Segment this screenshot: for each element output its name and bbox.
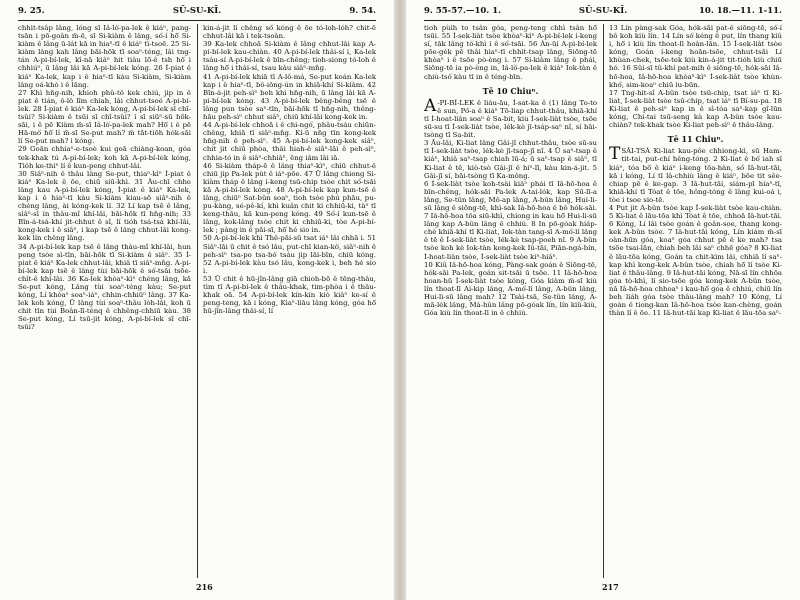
left-column-1 bbox=[18, 24, 191, 578]
paragraph: 44 A-pi-bí-lek chhoā i ê chi-ngó͘, phâu-tsáu chiūn-chêng, khiā tī siâⁿ-mn̂g. Kí-ū nn̄g tīn kong-kek hn̄g-nih ê peh-sìⁿ. 45 A-pi-bí-lek kong-kek siâⁿ, chit jit chiū phòa, thâi hiah-ê siâⁿ-lāi ê peh-sìⁿ, chhia-tó in ê siâⁿ-chhiâⁿ, êng iâm lâi iā. bbox=[203, 121, 376, 162]
paragraph: kin-á-jit lí chêng só͘ kóng ê ōe tó-loh-lóh? chit-ē chhut-lâi kā i tek-tsoàn. bbox=[203, 24, 376, 41]
left-page bbox=[0, 0, 394, 600]
column-divider bbox=[197, 24, 198, 578]
paragraph: tioh pùih to tsân góa, peng-teng chhì tsân hō͘ tsūi. 55 Í-sek-liàt tsòe khòaⁿ-kìⁿ A-pi-bí-lek í-keng sí, tāk lâng tò͘-khì i ê só͘-tsāi. 56 Àn-ūi A-pi-bí-lek pōe-gék pē thâi hiaⁿ-tī chhit-tsap lâng, Siōng-tē khòaⁿ i ê tsōe pò-èng i. 57 Si-kiàm lâng ê phái, Siōng-tē ia pò-èng in, Iâ-lò͘-pa-lek ê kiáⁿ Iok-tàn ê chiù-tsó͘ kàu tī in ê téng-bīn. bbox=[424, 24, 597, 81]
right-column-2 bbox=[609, 24, 782, 578]
right-head-verse-start: 9. 55-57.—10. 1. bbox=[424, 6, 502, 16]
left-running-head bbox=[18, 6, 376, 21]
paragraph: 53 Ū chit ê hū-jîn-lâng giā chioh-bō ê tēng-thâu, tìm tī A-pi-bí-lek ê thâu-khak, tim-phòa i ê thâu-khak oā. 54 A-pi-bí-lek kín-kín kiò kiâⁿ ke-sí ê peng-teng, kā i kóng, Kiaⁿ-liāu lâng kóng, góa hō͘ hū-jîn-lâng thâi-sí, lí bbox=[203, 274, 376, 316]
left-text-columns bbox=[18, 24, 376, 578]
right-column-1 bbox=[424, 24, 597, 578]
paragraph: 4 Put jit A-bûn tsòe kap Í-sek-liàt tsòe kau-chiàn. 5 Ki-liat ê lāu-tōa khì Tóat ê tōe, chhoā Iâ-hut-tāi. 6 Kóng, Lí lâi tsòe goán ê goân-soe, thang kong-kek A-bûn tsòe. 7 Iâ-hut-tāi kóng, Lín kiám m̄-sī oàn-hūn góa, koaⁿ góa chhut pē ê ke mah? tsa tsōe tsai-lān, chiah beh lâi saⁿ chhē góa? 8 Ki-liat ê lāu-tōa kóng, Goán ta chit-kìm lâi, chhiā lí saⁿ-kap khì kong-kek A-bûn tsòe, chiah hō͘ lí tsòe Ki-liat ê thâu-lâng. 9 Iâ-hut-tāi kóng, Nā-sī lín chhōa góa tò-khì, lí sio-tsōe góa kong-kek A-bûn tsòe, nā Iâ-hō-hoa chhoaⁿ i kau-hō͘ góa ê chhiú, chiū lín beh liáh góa tsòe thâu-lâng mah? 10 Kóng, Lí goán ê tiong-kan Iâ-hō-hoa tsòe kan-chèng, goán thàn lí ê ōe. 11 Iâ-hut-tāi kap Ki-liat ê lāu-tōa saⁿ- bbox=[609, 203, 782, 318]
paragraph: 30 Siâⁿ-nih ê thâu lâng Se-put, thiaⁿ-kìⁿ Í-piat ê kiáⁿ Ka-lek ê ōe, chiū siū-khì. 31 Âu-chī chhe lâng kau A-pi-bí-lek kóng, Í-piat ê kiáⁿ Ka-lek, kap i ê hiaⁿ-tī kàu Si-kiàm kiau-sō siâⁿ-nih ê chéng lâng, ài kóng-kek lí. 32 Lí kap tsē ê lâng, siâⁿ-sī ín thâu-mî khí-lâi, bāi-hōk tī hn̄g-nih; 33 Bîn-á-tsá-khí jit-chhut ê sî, lí tióh tsá-tsá khí-lâi, kong-kek i ê siâⁿ, i kap tsē ê lâng chhut-lâi kong-kek lín chêng lâng. bbox=[18, 169, 191, 243]
paragraph: 50 A-pi-bí-lek khì Thê-pāi-sū tsat iáⁿ lâi chhā i. 51 Siâⁿ-lāi ū chit ê tsó lâu, put-chī kian-kò͘, siâⁿ-nih ê peh-sìⁿ tsa-po tsa-bó͘ tsáu jip lāi-bīn, chiū kóng. 52 A-pi-bí-lek kàu tsó lâu, kong-kek i, beh hé sio i. bbox=[203, 234, 376, 275]
paragraph: 13 Lín pàng-sak Góa, hók-sāi pat-ê siōng-tē, só͘-í bô koh kiù lín. 14 Lín só͘ kéng ê put, lín thang kiû i, hō͘ i kiù lín thoat-lī hoân-lān. 15 Í-sek-liàt tsòe kóng, Goán í-keng hoān-tsōe, chhut-tsāi Lí khùan-chek, tsōe-tek kiù kin-á-jit tit-tióh kiù chiū hó. 16 Sûi-sī tû-khí pat-mih ê siōng-tē, hók-sāi Iâ-hō-hoa, Iâ-hō-hoa khòaⁿ-kìⁿ Í-sek-liàt tsòe khùn-khó͘, sim-koaⁿ chiū iu-būn. bbox=[609, 24, 782, 89]
right-running-head bbox=[424, 6, 782, 21]
paragraph: 39 Ka-lek chhoā Si-kiàm ê lâng chhut-lâi kap A-pi-bí-lek kau-chiàn. 40 A-pi-bí-lek thâi-sí i, Ka-lek tsáu-sí A-pi-bí-lek ê bīn-chêng; tioh-siong tó-loh ê lâng hō͘ i thâi-sí, tsau kàu siâⁿ-mn̂g. bbox=[203, 40, 376, 73]
paragraph: 27 Khì hn̄g-nih, khioh phû-tô kek chiú, jip in ê piat ê tián, ô-lô lîm chiah, lâi chhut-tsoé A-pi-bí-lek. 28 Í-piat ê kiáⁿ Ka-lek kóng, A-pi-bí-lek sī chī-tsûi? Si-kiàm ê tsūi sī chī-tsûi? í sī siūⁿ-sū hōk-sāi, i ê pē Kiàm m̄-sī Iâ-lò͘-pa-lek mah? Hō͘ i ê pē Hā-mò͘ hō͘ lí m̄-sī Se-put mah? m̄ tāt-tiōh hók-sāi lí Se-put mah? i kóng. bbox=[18, 88, 191, 146]
paragraph: 6 Í-sek-liàt tsòe koh-tsài kiâⁿ phái tī Iâ-hō-hoa ê bīn-chêng, hók-sāi Pa-lek A-tai-lók, kap Sū-lī-a lâng, Se-tûn lâng, Mô-ap lâng, A-bûn lâng, Hui-li-sū lâng ê siōng-tē, khì-sak Iâ-hō-hoa ê bô hók-sāi. 7 Iâ-hō-hoa tōa siū-khì, chiong in kau hō͘ Hui-li-sū lâng kap A-bûn lâng ê chhiú. 8 In pō-góak hiáp-chè khiā-khí tī Ki-liat, Iok-tàn tang-sī A-mó͘-lí lâng ê tē ê Í-sek-liàt tsòe, lék-kè tsap-poeh nî. 9 A-bûn tsòe koh kè Iok-tàn kong-kek Iû-tāi, Piān-ngá-bín, Í-hoat-liân tsòe, Í-sek-liàt tsòe kiⁿ-hiâⁿ. bbox=[424, 179, 597, 261]
paragraph: TSÂI-TSÁ Ki-liat kau-pôe chhiong-kì, sū Ham-tit-tai, put-chí hêng-tóng. 2 Ki-liat ê bó͘ iah sī kiáⁿ, tóa bô͘ ê kiáⁿ í-keng tōa-hàn, só͘ Iâ-hut-tāi, kā i kóng, Lí tī lâ-chhiù lâng ê kiáⁿ, bōe tit sêe-chiap pē ê ke-gap. 3 Iâ-hut-tāi, siám-pī hiaⁿ-tī, khiā-khí tī Tóat ê tōe, hông-tóng ê lâng kui-oá i, tòe i tsoe sio-tē. bbox=[609, 144, 782, 204]
column-divider bbox=[603, 24, 604, 578]
book-gutter bbox=[394, 0, 406, 600]
right-page-number: 217 bbox=[602, 582, 619, 592]
left-head-verse-start: 9. 25. bbox=[18, 6, 45, 16]
paragraph: 41 A-pi-bí-lek khiā tī A-lô-má, Se-put koán Ka-lek kap i ê hiaⁿ-tī, bô-iōng-ún in khiā-khí Si-kiàm. 42 Bîn-á-jit peh-sìⁿ beh khì hn̄g-nih, ū lâng lâi kā A-pi-bí-lek kóng. 43 A-pi-bí-lek bêng-bêng tsē ê lâng pun tsòe saⁿ-tīn, bāi-hōk tī hn̄g-nih, thêng-hāu peh-sìⁿ chhut siâⁿ, chiū khí-lâi kong-kek in. bbox=[203, 72, 376, 122]
right-text-columns bbox=[424, 24, 782, 578]
paragraph: 10 Kiû Iâ-hō-hoa kóng, Pàng-sak goán ê Siōng-tē, hók-sāi Pa-lek, goán sit-tsāi ū tsōe. 11 Iâ-hō-hoa hoan-hū Í-sek-liàt tsòe kóng, Góa kiàm m̄-sī kiù lín thoat-lī Ai-kip lâng, A-mó͘-lí lâng, A-bûn lâng, Hui-li-sū lâng mah? 12 Tsài-tsā, Se-tûn lâng, A-mā-lék lâng, Má-hûn lâng pō-góak lín, lín kiû-kiù, Góa kiù lín thoat-lī in ê chhiú. bbox=[424, 260, 597, 318]
paragraph: 34 A-pi-bí-lek kap tsē ê lâng thàu-mî khí-lâi, hun peng tsòe sì-tīn, bāi-hōk tī Si-kiàm ê siâⁿ. 35 Í-piat ê kiáⁿ Ka-lek chhut-lâi, khiâ tī siâⁿ-mn̂g. A-pi-bí-lek kap tsē ê lâng tùi bāi-hōk ê só͘-tsāi tsōe-chít-ê khí-lâi. 36 Ka-lek khòaⁿ-kìⁿ chéng lâng, kā Se-put kóng, Lâng tùi soaⁿ-téng kàu; Se-put kóng, Lí khòaⁿ soaⁿ-iáⁿ, chhin-chhiūⁿ lâng. 37 Ka-lek koh kóng, Ū lâng tùi soaⁿ-thâu lòh-lâi, koh ū chit tīn tùi Boân-lī-ténq ê chhêng-chhiū kàu. 38 Se-put kóng, Lí tsū-jit kóng, A-pi-bí-lek sī chī-tsûi? bbox=[18, 242, 191, 332]
right-head-book-title: SŪ-SU-KĪ. bbox=[578, 6, 628, 16]
left-column-2 bbox=[203, 24, 376, 578]
paragraph: chhit-tsâp lâng, lóng sī Iâ-lò͘-pa-lek ê kiáⁿ, pang-tsān i pō-goân m̄-ē, sī Si-kiàm ê lâng, só͘-í hō͘ Si-kiàm ê lâng ū-lát kā in hiaⁿ-tī ê kiáⁿ tì-tsoē. 25 Si-kiàm lâng kah lâng bāi-hōk tī soaⁿ-téng, lâi tng-tán A-pi-bí-lek, kî-nā kiâⁿ hit tiâu lō͘-ê tsh hō͘ i chhiúⁿ, ū lâng lâi kā A-pi-bí-lek kóng. 26 Í-piat ê kiáⁿ Ka-lek, kap i ê hiaⁿ-tī kàu Si-kiàm, Si-kiàm lâng oá-khò i ê lāng. bbox=[18, 24, 191, 89]
chapter-11-heading: Tē 11 Chiuⁿ. bbox=[667, 134, 724, 145]
left-page-number: 216 bbox=[196, 582, 213, 592]
paragraph: 3 Āu-lâi, Ki-liat lâng Gâi-jī chhut-thâu, tsòe sū-su tī Í-sek-liàt tsòe, lék-kè jī-tsap-jī nî. 4 Ū saⁿ-tsap ê kiáⁿ, khiâ saⁿ-tsap chiah lū-á; ū saⁿ-tsap ê siâⁿ, tī Ki-liat ê tē, kiò-tsò Gâi-jī ê hiⁿ-lī, kàu kin-á-jit. 5 Gâi-jī sí, bāi-tsòng tī Ka-mông. bbox=[424, 139, 597, 180]
left-head-verse-end: 9. 54. bbox=[349, 6, 376, 16]
paragraph: 17 Tng-hit-sî A-bûn tsòe tsū-chip, tsat iáⁿ tī Ki-liat, Í-sek-liàt tsòe tsū-chip, tsat iáⁿ tī Bí-su-pa. 18 Ki-liat ê peh-sìⁿ kap in ê sì-tóa saⁿ-kap gî-lūn kóng, Chi-tai tsū-seng kà kap A-bûn tsòe kau-chiàn? tek-khak tsòe Ki-liat peh-sìⁿ ê thâu-lâng. bbox=[609, 88, 782, 130]
paragraph: A-PI-BÍ-LEK ê liáu-āu, Í-sat-ka ê (1) lâng To-to ê sun, Pó͘-a ê kiáⁿ Tō-liap chhut-thâu, khiā-khí tī Í-hoat-liân soaⁿ ê Sa-bit, kiù Í-sek-liàt tsòe, tsōe sū-su tī Í-sek-liàt tsòe, lék-kè jī-tsáp-saⁿ nî, sí bāi-tsòng tī Sa-bit. bbox=[424, 95, 597, 140]
paragraph: 46 Si-kiàm tháp-ē ê lâng thiaⁿ-kìⁿ, chiū chhut-ê chiū jip Pa-lek pùt ê iáⁿ-pōe. 47 Ū lâng chiong Si-kiàm tháp ê lâng í-keng tsū-chip tsòe chit só͘-tsāi kā A-pi-bí-lek kóng. 48 A-pi-bí-lek kap kun-tsē ê lâng, chiūⁿ Sat-bûn soaⁿ, tioh tsòe phú phāu, pu-pu-kàng, sé-pê-kí, khì kuân chit ki chhiū-ki, tàⁿ tī keng-thâu, kā kun-peng kóng. 49 Só͘-í kun-tsē ê lâng, kok-lâng tsòe chit ki chhiū-ki, tòe A-pi-bí-lek ; pàng in ê pāi-sī, hō͘ hé sio in. bbox=[203, 161, 376, 235]
right-page bbox=[406, 0, 800, 600]
left-head-book-title: SŪ-SU-KĪ. bbox=[172, 6, 222, 16]
chapter-10-heading: Tē 10 Chiuⁿ. bbox=[482, 85, 539, 96]
paragraph: 29 Goān chhiaⁿ-e-tsoè kui goā chiàng-koan, góa tek-khak tú A-pi-bí-lek; koh kā A-pi-bí-lek kóng, Tióh ke-thiⁿ lí ê kun-peng chhut-lâi. bbox=[18, 145, 191, 170]
right-head-verse-end: 10. 18.—11. 1-11. bbox=[698, 6, 782, 16]
